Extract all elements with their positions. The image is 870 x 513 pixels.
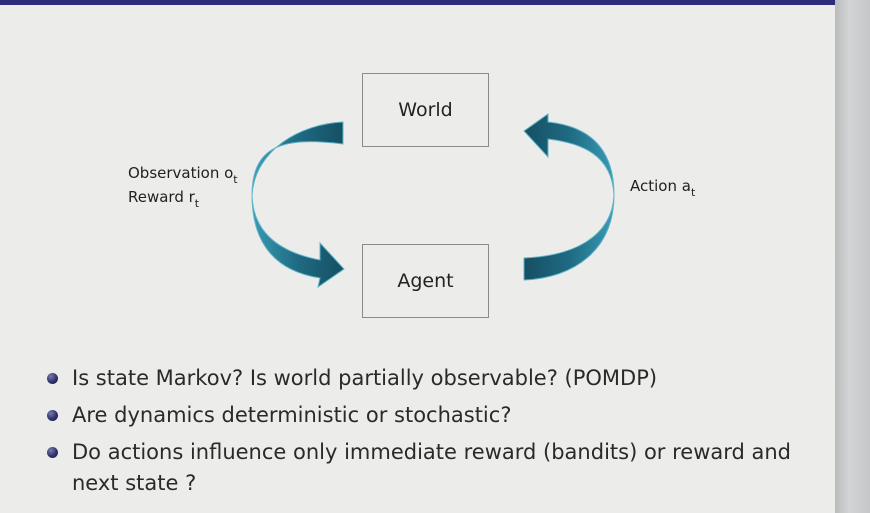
action-subscript: t	[690, 186, 696, 199]
bullet-text: Is state Markov? Is world partially observable? (POMDP)	[72, 366, 658, 390]
video-side-strip	[835, 0, 870, 513]
observation-label	[128, 162, 238, 184]
reward-label	[128, 186, 199, 208]
action-arrow	[524, 114, 614, 280]
agent-box	[362, 244, 489, 318]
reward-subscript: t	[194, 197, 200, 210]
observation-text: Observation o	[128, 164, 234, 182]
bullet-item	[44, 400, 814, 431]
reward-text: Reward r	[128, 188, 195, 206]
bullet-list	[44, 363, 814, 505]
agent-label: Agent	[397, 270, 454, 292]
bullet-dot-icon	[47, 447, 58, 458]
world-box	[362, 73, 489, 147]
observation-reward-arrow	[252, 122, 344, 287]
bullet-dot-icon	[47, 373, 58, 384]
action-text: Action a	[630, 177, 691, 195]
bullet-item	[44, 437, 814, 499]
action-label	[630, 175, 695, 197]
bullet-text: Are dynamics deterministic or stochastic?	[72, 403, 512, 427]
bullet-dot-icon	[47, 410, 58, 421]
world-label: World	[398, 99, 453, 121]
bullet-text: Do actions influence only immediate reward (bandits) or reward and next state ?	[72, 440, 792, 495]
observation-subscript: t	[233, 173, 238, 186]
bullet-item	[44, 363, 814, 394]
